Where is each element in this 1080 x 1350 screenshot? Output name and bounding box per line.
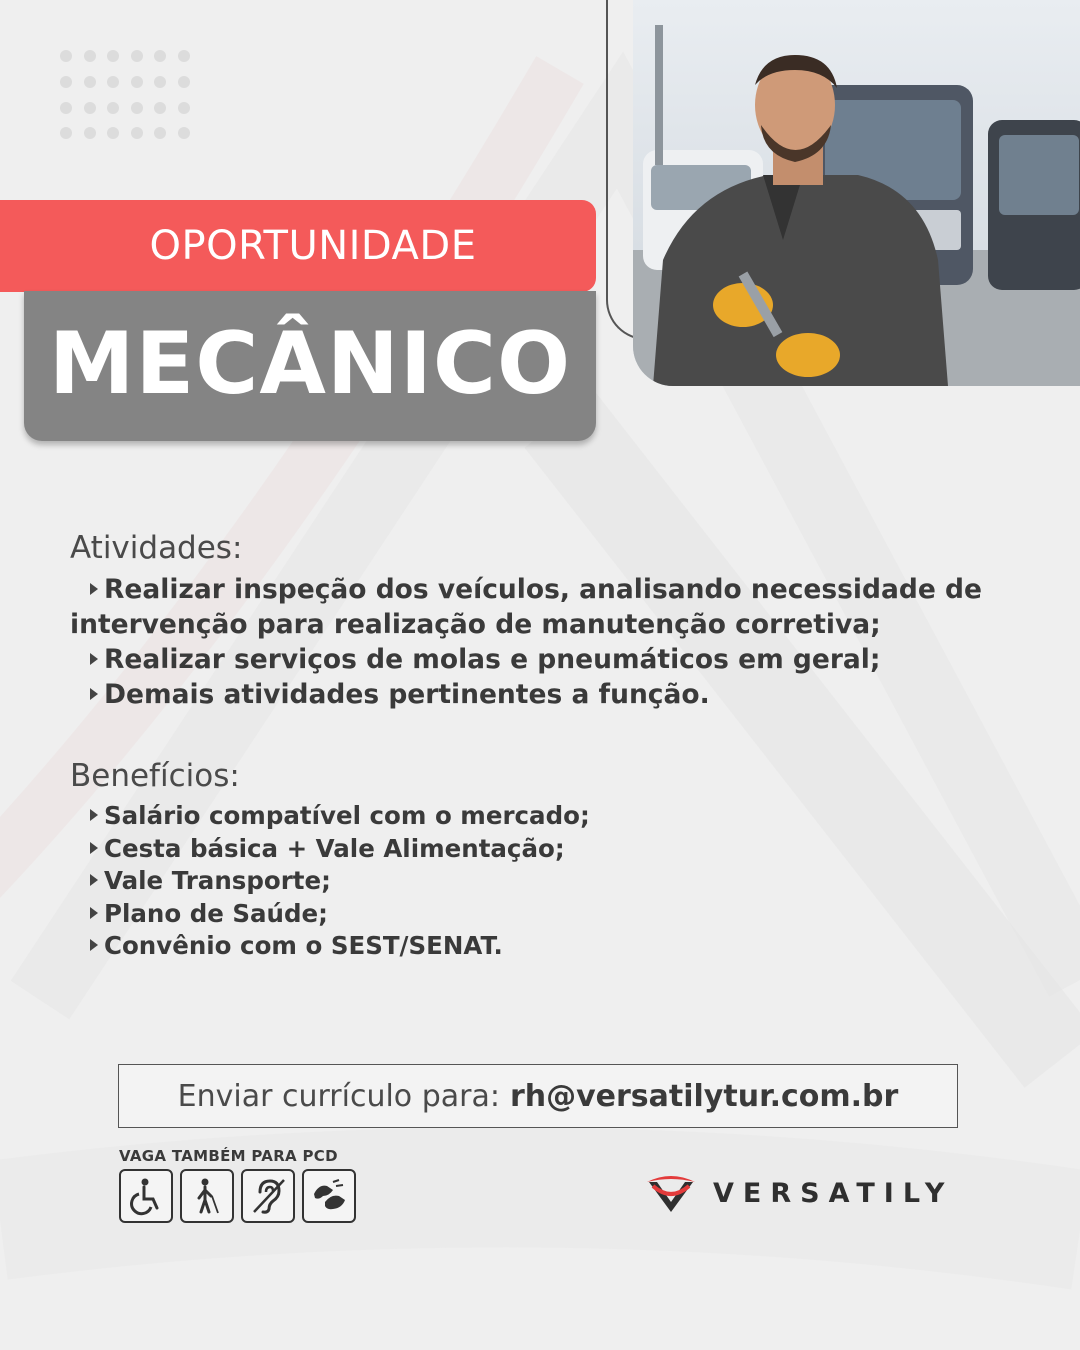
benefits-title: Benefícios: [70, 758, 240, 794]
list-item: Convênio com o SEST/SENAT. [70, 930, 970, 963]
hearing-impaired-icon [241, 1169, 295, 1223]
contact-label: Enviar currículo para: [177, 1078, 500, 1114]
sign-language-icon [302, 1169, 356, 1223]
activities-title: Atividades: [70, 530, 243, 566]
bullet-icon [90, 809, 98, 821]
list-item: intervenção para realização de manutenção corretiva; [70, 609, 881, 640]
job-title: MECÂNICO [48, 314, 572, 414]
list-item: Realizar inspeção dos veículos, analisando necessidade de [70, 572, 1010, 607]
bullet-icon [90, 653, 98, 665]
bullet-icon [90, 874, 98, 886]
mechanic-photo [633, 0, 1080, 386]
pcd-label: VAGA TAMBÉM PARA PCD [119, 1147, 338, 1165]
contact-email-link[interactable]: rh@versatilytur.com.br [509, 1078, 899, 1114]
bullet-icon [90, 842, 98, 854]
decorative-dots [60, 50, 200, 142]
versatily-logo [643, 1172, 953, 1214]
bullet-icon [90, 583, 98, 595]
benefits-list [70, 800, 970, 963]
list-item: Plano de Saúde; [70, 898, 970, 931]
opportunity-banner [0, 200, 596, 292]
versatily-logo-icon [643, 1172, 699, 1214]
bullet-icon [90, 939, 98, 951]
list-item: Vale Transporte; [70, 865, 970, 898]
brand-name: VERSATILY [713, 1177, 954, 1209]
bullet-icon [90, 688, 98, 700]
contact-box [118, 1064, 958, 1128]
list-item: Cesta básica + Vale Alimentação; [70, 833, 970, 866]
pcd-icons [119, 1169, 356, 1223]
list-item: Demais atividades pertinentes a função. [70, 677, 1010, 712]
activities-list [70, 572, 1010, 712]
wheelchair-icon [119, 1169, 173, 1223]
visually-impaired-icon [180, 1169, 234, 1223]
list-item: Realizar serviços de molas e pneumáticos em geral; [70, 642, 1010, 677]
opportunity-label: OPORTUNIDADE [149, 223, 477, 269]
bullet-icon [90, 907, 98, 919]
job-title-banner [24, 291, 596, 441]
list-item: Salário compatível com o mercado; [70, 800, 970, 833]
